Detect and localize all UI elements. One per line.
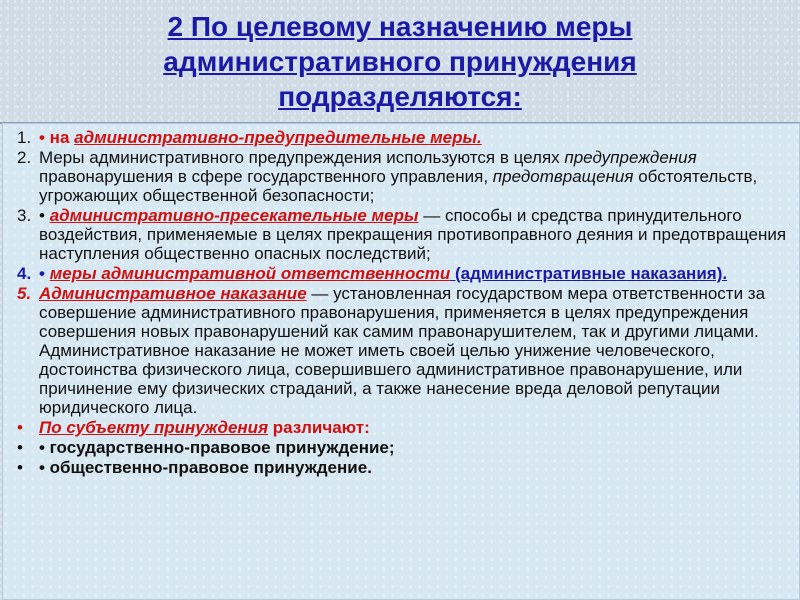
list-item-1 <box>3 128 789 147</box>
list-item-2 <box>3 148 789 205</box>
list-item-5 <box>3 284 789 417</box>
list-text: Меры административного предупреждения используются в целях <box>39 148 565 167</box>
title-box <box>0 0 800 124</box>
list-text-emphasis: административно-пресекательные меры <box>49 206 419 225</box>
list-text: • <box>39 206 50 225</box>
list-text: • <box>39 264 50 283</box>
list-text-emphasis: Административное наказание <box>39 284 307 303</box>
content-box <box>2 123 800 600</box>
list-item-8 <box>3 458 789 477</box>
list-marker: 1. <box>17 128 32 147</box>
list-text: — установленная государством мера ответственности за совершение административного правонарушения, применяется в целях предупреждения совершения новых правонарушений как самим правонарушителем, так и другими лицами. Административное наказание не может иметь своей целью унижение человеческого, достоинства физического лица, совершившего административное правонарушение, или причинение ему физических страданий, а также нанесение вреда деловой репутации юридического лица. <box>39 284 766 417</box>
list-text: • государственно-правовое принуждение; <box>39 438 395 457</box>
list-text: правонарушения в сфере государственного управления, <box>39 167 493 186</box>
list-text: различают: <box>268 418 370 437</box>
list-marker: 3. <box>17 206 32 225</box>
slide-title: 2 По целевому назначению меры административного принуждения подразделяются: <box>163 10 637 112</box>
list-item-4 <box>3 264 789 283</box>
bullet-marker: • <box>17 458 23 477</box>
list-text-italic: предотвращения <box>492 167 634 186</box>
list-marker: 2. <box>17 148 32 167</box>
list-text-italic: предупреждения <box>564 148 697 167</box>
list-text-emphasis: По субъекту принуждения <box>39 418 269 437</box>
content-list <box>3 124 799 477</box>
list-item-6 <box>3 418 789 437</box>
list-text: (административные наказания). <box>450 264 728 283</box>
bullet-marker: • <box>17 438 23 457</box>
list-text: обстоятельств, угрожающих общественной безопасности; <box>39 167 758 205</box>
list-marker: 4. <box>17 264 32 283</box>
list-item-7 <box>3 438 789 457</box>
bullet-marker: • <box>17 418 23 437</box>
list-text-emphasis: административно-предупредительные меры. <box>74 128 482 147</box>
list-text: • на <box>39 128 75 147</box>
list-marker: 5. <box>17 284 32 303</box>
list-text: • общественно-правовое принуждение. <box>39 458 372 477</box>
list-item-3 <box>3 206 789 263</box>
list-text: — способы и средства принудительного воздействия, применяемые в целях прекращения противоправного деяния и предотвращения наступления общественно опасных последствий; <box>39 206 787 263</box>
list-text-emphasis: меры административной ответственности <box>49 264 451 283</box>
